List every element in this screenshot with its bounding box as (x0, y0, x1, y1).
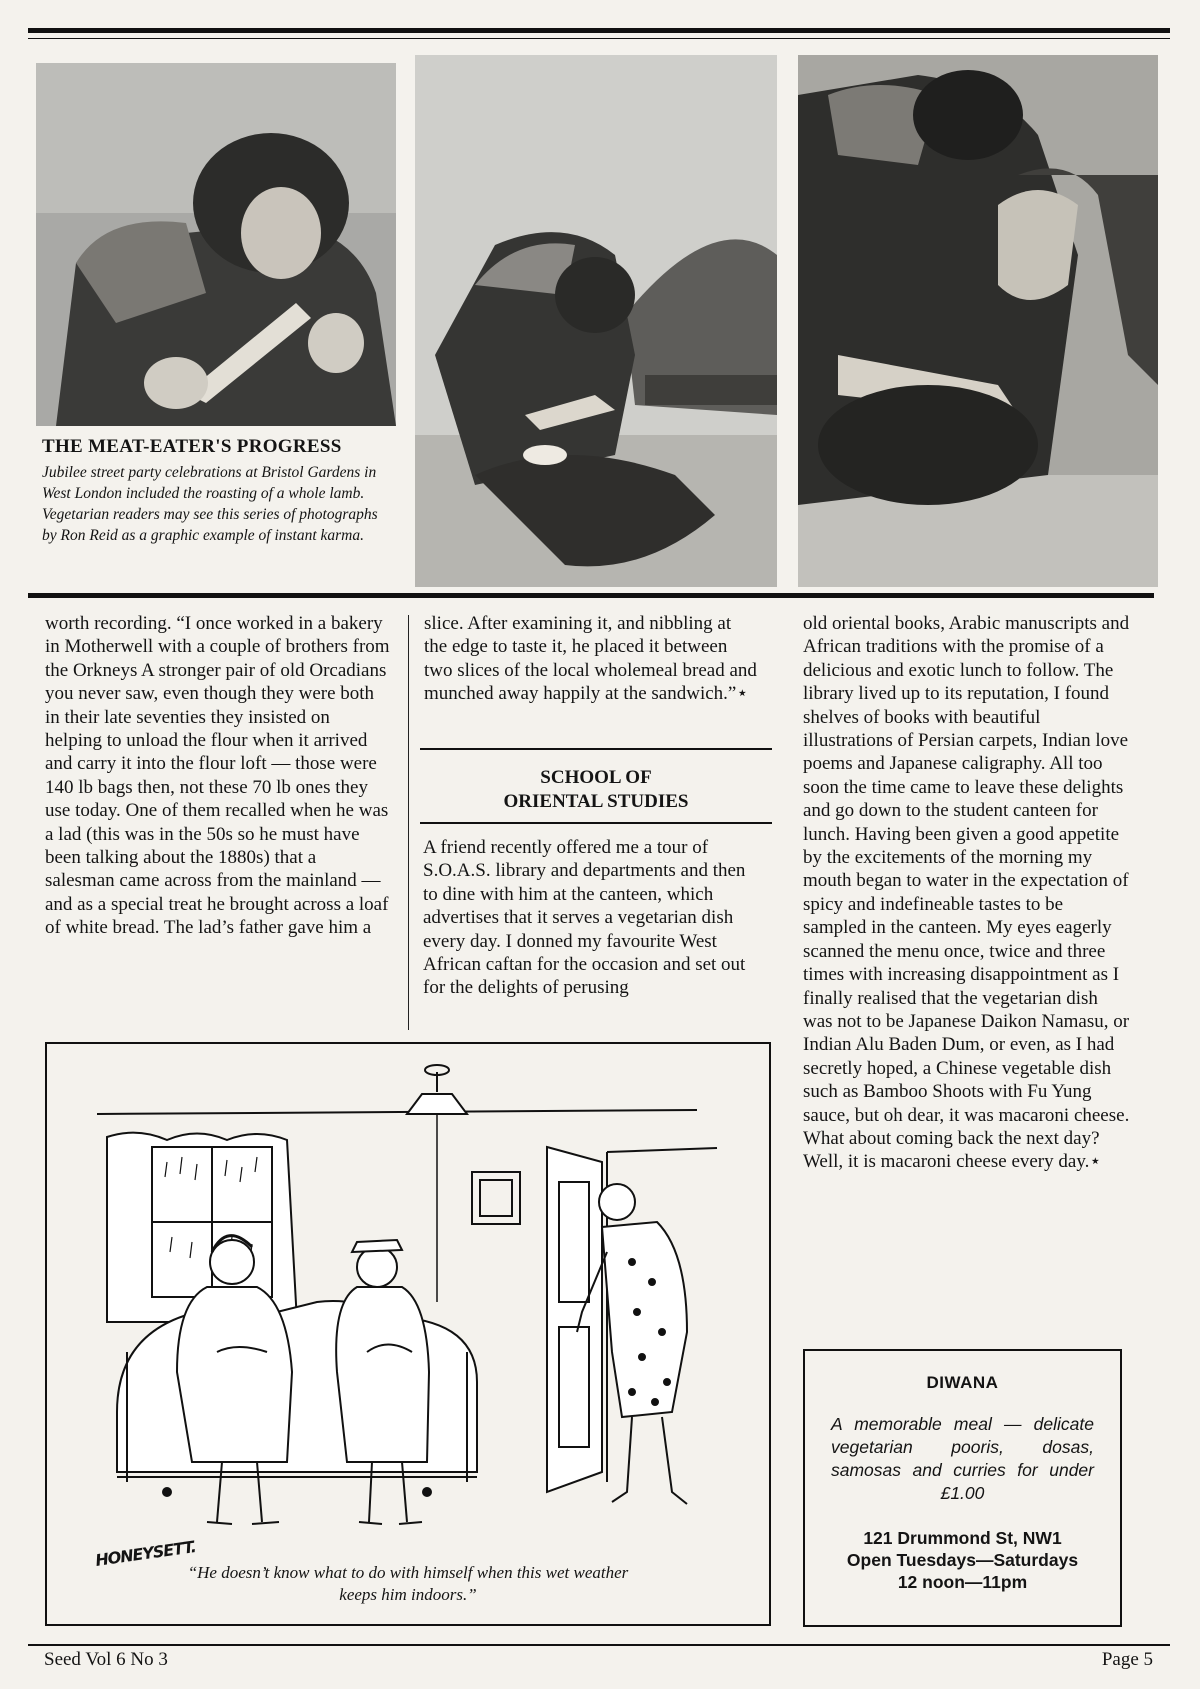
top-rule (28, 28, 1170, 33)
article-column-3 (803, 612, 1131, 1174)
heading-rule-bottom (420, 822, 772, 824)
column-divider (408, 615, 409, 1030)
article-column-2 (424, 612, 759, 706)
ad-opening-hours: 12 noon—11pm (897, 1572, 1028, 1592)
cartoon-caption-line2: keeps him indoors.” (339, 1585, 477, 1604)
photo-caption (42, 436, 387, 546)
top-thin-rule (28, 38, 1170, 39)
heading-rule-top (420, 748, 772, 750)
article-paragraph: A friend recently offered me a tour of S.O.A.S. library and departments and then to dine with him at the canteen, which advertises that it serves a vegetarian dish every day. I donned my favourite West African caftan for the occasion and set out for the delights of perusing (423, 837, 746, 999)
cartoon (45, 1042, 771, 1626)
section-heading-line1: SCHOOL OF (540, 767, 652, 788)
ad-restaurant-name: DIWANA (926, 1373, 999, 1392)
photo-man-and-dog (798, 55, 1158, 587)
section-heading-line2: ORIENTAL STUDIES (503, 791, 689, 812)
article-column-1 (45, 612, 390, 940)
cartoon-signature: HONEYSETT. (94, 1537, 197, 1570)
article-paragraph: old oriental books, Arabic manuscripts and African traditions with the promise of a delicious and exotic lunch to follow. The library lived up to its reputation, I found shelves of books with beautiful illustrations of Persian carpets, Indian love poems and Japanese caligraphy. All too soon the time came to leave these delights and go down to the student canteen for lunch. Having been given a good appetite by the excitements of the morning my mouth began to water in the expectation of spicy and indefineable tastes to be sampled in the canteen. My eyes eagerly scanned the menu once, twice and three times with increasing disappointment as I finally realised that the vegetarian dish was not to be Japanese Daikon Namasu, or Indian Alu Baden Dum, or even, as I had secretly hoped, a Chinese vegetable dish such as Bamboo Shoots with Fu Yung sauce, but oh dear, it was macaroni cheese. What about coming back the next day? Well, it is macaroni cheese every day.⋆ (803, 613, 1130, 1173)
article-column-2-lower (423, 836, 758, 1000)
section-heading (420, 766, 772, 814)
photo-caption-title: THE MEAT-EATER'S PROGRESS (42, 436, 342, 457)
article-paragraph: worth recording. “I once worked in a bakery in Motherwell with a couple of brothers from the Orkneys A stronger pair of old Orcadians you never saw, even though they were both in their late seventies they insisted on helping to unload the flour when it arrived and carry it into the flour loft — those were 140 lb bags then, not these 70 lb ones they use today. One of them recalled when he was a lad (this was in the 50s so he must have been talking about the 1880s) that a salesman came across from the mainland — and as a special treat he brought across a loaf of white bread. The lad’s father gave him a (45, 613, 390, 939)
advertisement-box (803, 1349, 1122, 1627)
ad-opening-days: Open Tuesdays—Saturdays (846, 1550, 1079, 1570)
cartoon-caption (47, 1562, 769, 1606)
page-number: Page 5 (1101, 1649, 1153, 1670)
ad-details (805, 1527, 1120, 1593)
photo-caption-text: Jubilee street party celebrations at Bristol Gardens in West London included the roasting of a whole lamb. Vegetarian readers may see this series of photographs by Ron Reid as a graphic example of instant karma. (42, 464, 378, 544)
photo-man-eating-lamb-bone (36, 63, 396, 426)
article-paragraph: slice. After examining it, and nibbling at the edge to taste it, he placed it between two slices of the local wholemeal bread and munched away happily at the sandwich.”⋆ (424, 613, 757, 705)
cartoon-drawing (57, 1052, 759, 1552)
issue-info: Seed Vol 6 No 3 (44, 1649, 168, 1670)
photo-man-sitting-eating (415, 55, 777, 587)
cartoon-caption-line1: “He doesn’t know what to do with himself when this wet weather (187, 1563, 629, 1582)
ad-description: A memorable meal — delicate vegetarian pooris, dosas, samosas and curries for under £1.00 (831, 1414, 1094, 1503)
ad-address: 121 Drummond St, NW1 (863, 1528, 1062, 1548)
section-rule (28, 593, 1154, 598)
footer-rule (28, 1644, 1170, 1646)
